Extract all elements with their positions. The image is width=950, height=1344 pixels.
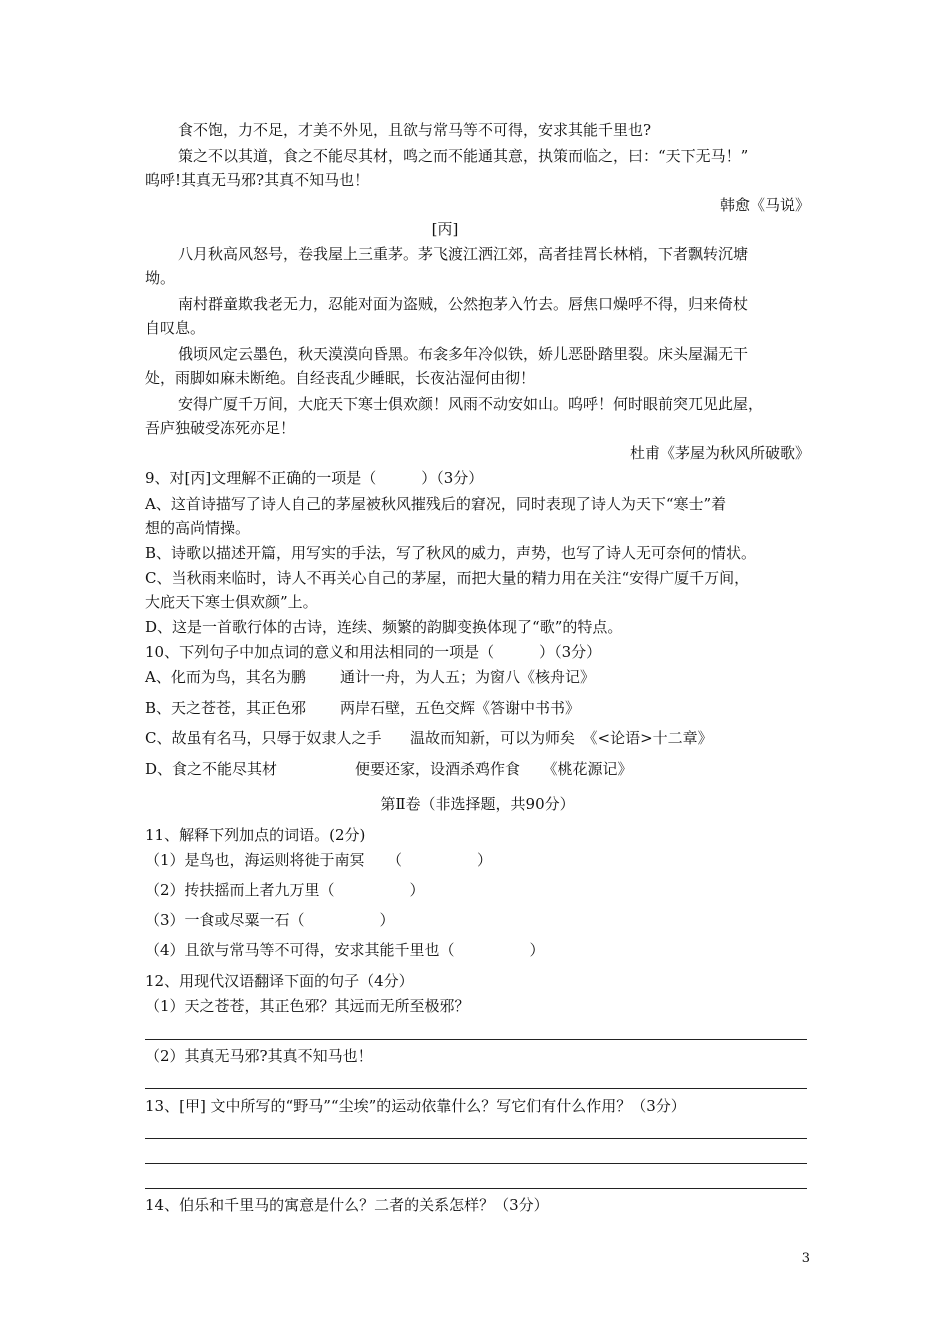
jia-line-2a: 策之不以其道，食之不能尽其材，鸣之而不能通其意，执策而临之，曰：“天下无马！” [178, 147, 749, 165]
q10-c-left: C、故虽有名马，只辱于奴隶人之手 [145, 729, 382, 747]
q12-item-1: （1）天之苍苍，其正色邪？其远而无所至极邪？ [145, 997, 470, 1015]
q9-stem: 9、对[丙]文理解不正确的一项是（ ）（3分） [145, 469, 484, 487]
q12-item-2: （2）其真无马邪?其真不知马也！ [145, 1047, 373, 1065]
q14-stem: 14、伯乐和千里马的寓意是什么？二者的关系怎样？（3分） [145, 1196, 549, 1214]
bing-p3b: 处，雨脚如麻未断绝。自经丧乱少睡眠，长夜沾湿何由彻！ [145, 369, 536, 387]
q9-option-a1: A、这首诗描写了诗人自己的茅屋被秋风摧残后的窘况，同时表现了诗人为天下“寒士”着 [145, 495, 727, 513]
bing-p4b: 吾庐独破受冻死亦足！ [145, 419, 296, 437]
q10-option-a [145, 667, 810, 687]
q10-option-b [145, 698, 810, 718]
section-2-title: 第Ⅱ卷（非选择题，共90分） [380, 795, 575, 813]
q9-option-c1: C、当秋雨来临时，诗人不再关心自己的茅屋，而把大量的精力用在关注“安得广厦千万间， [145, 569, 750, 587]
q11-item-1: （1）是鸟也，海运则将徙于南冥 （ ） [145, 851, 493, 869]
bing-p3a: 俄顷风定云墨色，秋天漠漠向昏黑。布衾多年冷似铁，娇儿恶卧踏里裂。床头屋漏无干 [178, 345, 749, 363]
q10-c-right: 温故而知新，可以为师矣 《<论语>十二章》 [410, 729, 713, 747]
q10-d-right: 便要还家，设酒杀鸡作食 《桃花源记》 [355, 760, 633, 778]
q9-option-d: D、这是一首歌行体的古诗，连续、频繁的韵脚变换体现了“歌”的特点。 [145, 618, 623, 636]
q11-item-2: （2）抟扶摇而上者九万里（ ） [145, 881, 425, 899]
q10-d-left: D、食之不能尽其材 [145, 760, 278, 778]
jia-source: 韩愈《马说》 [719, 196, 810, 214]
jia-line-2b: 呜呼!其真无马邪?其真不知马也！ [145, 171, 370, 189]
q11-item-3: （3）一食或尽粟一石（ ） [145, 911, 395, 929]
q10-b-right: 两岸石壁，五色交辉《答谢中书书》 [340, 699, 581, 717]
q9-option-b: B、诗歌以描述开篇，用写实的手法，写了秋风的威力，声势，也写了诗人无可奈何的情状。 [145, 544, 757, 562]
bing-source: 杜甫《茅屋为秋风所破歌》 [629, 444, 810, 462]
q13-stem: 13、[甲] 文中所写的“野马”“尘埃”的运动依靠什么？写它们有什么作用？（3分） [145, 1097, 686, 1115]
bing-p2b: 自叹息。 [145, 319, 206, 337]
q9-option-c2: 大庇天下寒士俱欢颜”上。 [145, 593, 318, 611]
q10-a-right: 通计一舟，为人五；为窗八《核舟记》 [340, 668, 596, 686]
q12-stem: 12、用现代汉语翻译下面的句子（4分） [145, 972, 414, 990]
bing-p4a: 安得广厦千万间，大庇天下寒士俱欢颜！风雨不动安如山。呜呼！何时眼前突兀见此屋， [178, 395, 764, 413]
q11-item-4: （4）且欲与常马等不可得，安求其能千里也（ ） [145, 941, 545, 959]
answer-line [145, 1039, 807, 1040]
q10-option-d [145, 759, 810, 779]
q9-option-a2: 想的高尚情操。 [145, 519, 251, 537]
jia-line-1: 食不饱，力不足，才美不外见，且欲与常马等不可得，安求其能千里也? [178, 121, 652, 139]
bing-p1b: 坳。 [145, 269, 176, 287]
answer-line [145, 1188, 807, 1189]
q10-a-left: A、化而为鸟，其名为鹏 [145, 668, 306, 686]
bing-p1a: 八月秋高风怒号，卷我屋上三重茅。茅飞渡江洒江郊，高者挂罥长林梢，下者飘转沉塘 [178, 245, 749, 263]
answer-line [145, 1138, 807, 1139]
bing-label: [丙] [431, 220, 459, 238]
bing-p2a: 南村群童欺我老无力，忍能对面为盗贼，公然抱茅入竹去。唇焦口燥呼不得，归来倚杖 [178, 295, 749, 313]
q10-option-c [145, 728, 810, 748]
answer-line [145, 1163, 807, 1164]
q10-stem: 10、下列句子中加点词的意义和用法相同的一项是（ ）（3分） [145, 643, 602, 661]
q10-b-left: B、天之苍苍，其正色邪 [145, 699, 307, 717]
q11-stem: 11、解释下列加点的词语。(2分) [145, 826, 366, 844]
answer-line [145, 1088, 807, 1089]
page-number: 3 [801, 1251, 810, 1266]
